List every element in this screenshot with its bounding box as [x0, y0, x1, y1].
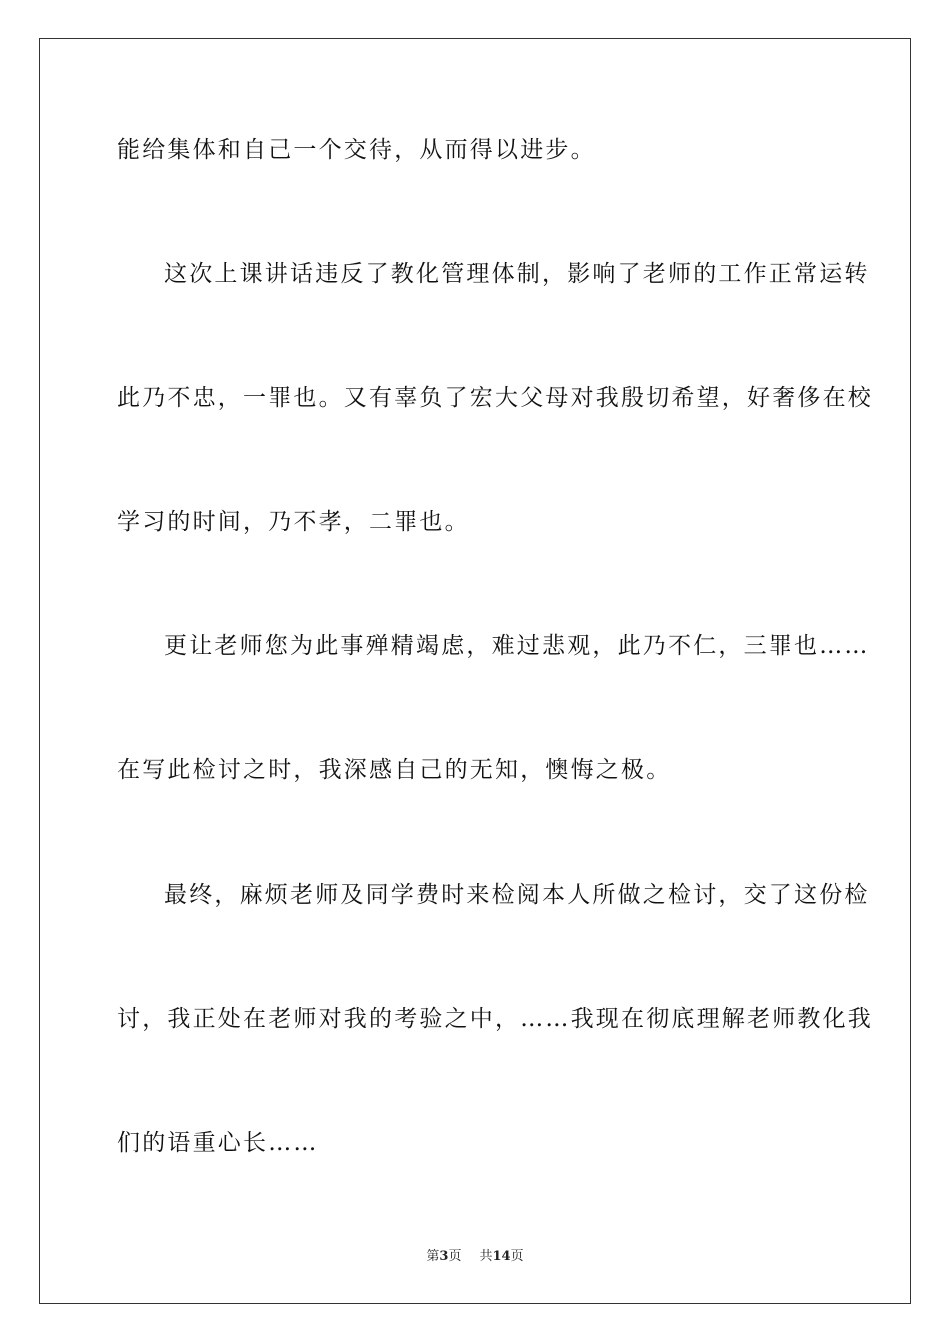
text-line-7: 最终，麻烦老师及同学费时来检阅本人所做之检讨，交了这份检	[164, 882, 870, 908]
text-line-3: 此乃不忠，一罪也。又有辜负了宏大父母对我殷切希望，好奢侈在校	[117, 385, 873, 411]
text-line-5: 更让老师您为此事殚精竭虑，难过悲观，此乃不仁，三罪也……	[164, 633, 870, 659]
footer-page-prefix: 第	[426, 1249, 440, 1264]
page-border	[39, 38, 911, 1304]
text-line-6: 在写此检讨之时，我深感自己的无知，懊悔之极。	[117, 757, 672, 783]
footer-total-suffix: 页	[510, 1249, 524, 1264]
page-footer	[0, 1248, 950, 1266]
footer-total-prefix: 共	[479, 1249, 493, 1264]
footer-total-number: 14	[492, 1249, 511, 1264]
text-line-1: 能给集体和自己一个交待，从而得以进步。	[117, 137, 596, 163]
footer-page-suffix: 页	[448, 1249, 462, 1264]
text-line-9: 们的语重心长……	[117, 1130, 319, 1156]
footer-page-number: 3	[439, 1249, 449, 1264]
text-line-8: 讨，我正处在老师对我的考验之中，……我现在彻底理解老师教化我	[117, 1006, 873, 1032]
text-line-2: 这次上课讲话违反了教化管理体制，影响了老师的工作正常运转	[164, 261, 870, 287]
text-line-4: 学习的时间，乃不孝，二罪也。	[117, 509, 470, 535]
